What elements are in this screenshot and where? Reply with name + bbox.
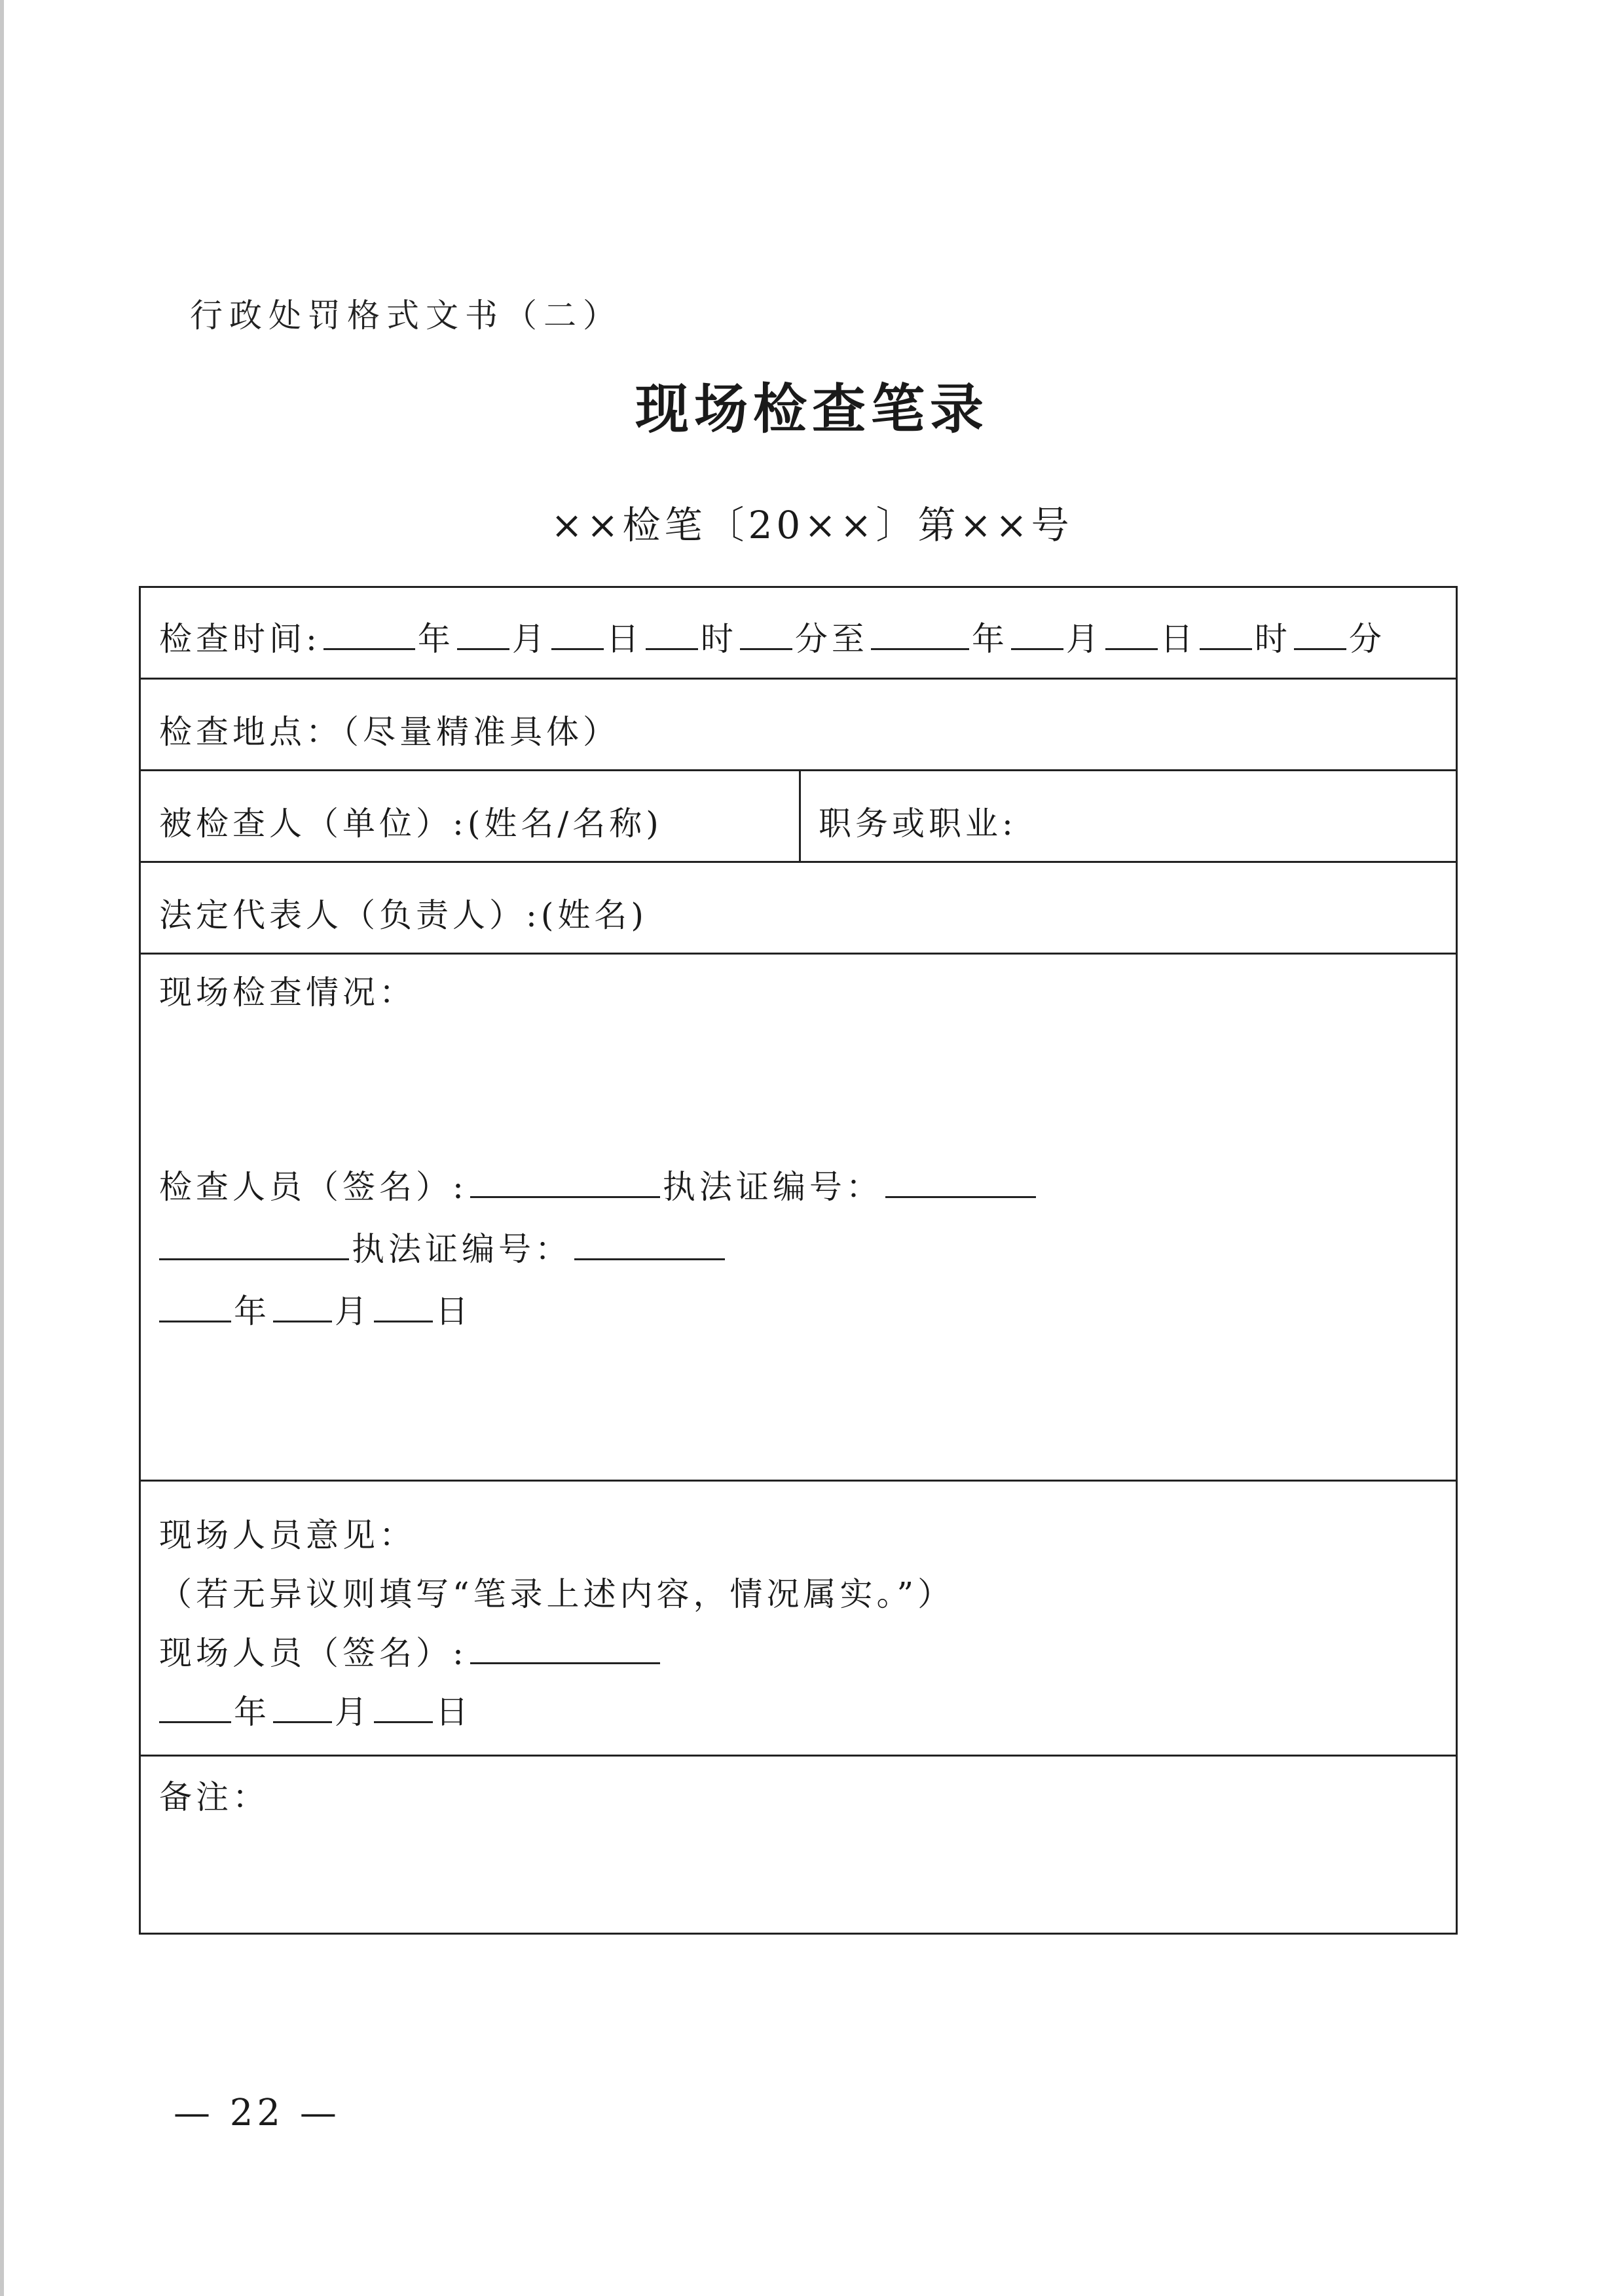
document-category-label: 行政处罚格式文书（二） bbox=[190, 297, 622, 335]
row-inspection-location bbox=[141, 680, 1456, 771]
legal-rep-hint: (姓名) bbox=[540, 896, 648, 934]
cert-no-label-1: 执法证编号： bbox=[662, 1168, 883, 1206]
inspector-signature-field-1[interactable] bbox=[470, 1167, 660, 1198]
cert-no-field-2[interactable] bbox=[574, 1230, 725, 1260]
remarks-label[interactable]: 备注： bbox=[159, 1778, 269, 1816]
start-month-field[interactable] bbox=[457, 619, 509, 650]
year-label: 年 bbox=[417, 620, 454, 658]
position-label: 职务或职业: bbox=[819, 805, 1017, 843]
cert-no-field-1[interactable] bbox=[885, 1167, 1036, 1198]
month-label: 月 bbox=[335, 1292, 371, 1330]
onsite-sign-label: 现场人员（签名）: bbox=[159, 1634, 468, 1672]
month2-label: 月 bbox=[1065, 620, 1103, 658]
hour-label: 时 bbox=[700, 620, 737, 658]
end-hour-field[interactable] bbox=[1200, 619, 1252, 650]
day-label: 日 bbox=[606, 620, 643, 658]
inspection-time-label: 检查时间: bbox=[159, 620, 321, 658]
inspected-party-cell[interactable] bbox=[159, 797, 663, 845]
legal-rep-line[interactable] bbox=[159, 889, 648, 936]
inspection-form-table bbox=[139, 586, 1458, 1935]
onsite-opinion-hint: （若无异议则填写“笔录上述内容，情况属实。”） bbox=[159, 1575, 955, 1613]
inspection-time-line bbox=[159, 613, 1386, 660]
inspector-sign-line-2 bbox=[159, 1223, 728, 1270]
day2-label: 日 bbox=[1160, 620, 1197, 658]
page-title: 现场检查笔录 bbox=[635, 378, 989, 441]
situation-label: 现场检查情况： bbox=[159, 974, 416, 1011]
onsite-month-field[interactable] bbox=[273, 1692, 332, 1723]
month-label: 月 bbox=[511, 620, 549, 658]
inspected-party-label: 被检查人（单位）: bbox=[159, 805, 468, 843]
end-minute-field[interactable] bbox=[1294, 619, 1346, 650]
document-number: ××检笔〔20××〕第××号 bbox=[551, 503, 1073, 547]
onsite-signature-field[interactable] bbox=[470, 1633, 660, 1664]
scan-edge-line bbox=[0, 0, 4, 2296]
inspection-date-line bbox=[159, 1285, 472, 1332]
minute2-label: 分 bbox=[1348, 620, 1386, 658]
location-hint: （尽量精准具体） bbox=[342, 713, 619, 751]
column-divider bbox=[799, 771, 801, 861]
row-onsite-opinion bbox=[141, 1482, 1456, 1757]
row-remarks bbox=[141, 1757, 1456, 1937]
row-legal-representative bbox=[141, 863, 1456, 955]
inspection-year-field[interactable] bbox=[159, 1292, 231, 1322]
location-label: 检查地点： bbox=[159, 713, 342, 751]
start-day-field[interactable] bbox=[551, 619, 604, 650]
onsite-day-field[interactable] bbox=[374, 1692, 433, 1723]
day-label: 日 bbox=[435, 1693, 472, 1731]
position-cell[interactable] bbox=[819, 797, 1017, 845]
onsite-sign-line bbox=[159, 1627, 663, 1674]
start-hour-field[interactable] bbox=[646, 619, 698, 650]
inspector-sign-label: 检查人员（签名）: bbox=[159, 1168, 468, 1206]
row-inspected-party bbox=[141, 771, 1456, 863]
inspection-month-field[interactable] bbox=[273, 1292, 332, 1322]
year-label: 年 bbox=[234, 1292, 270, 1330]
inspection-day-field[interactable] bbox=[374, 1292, 433, 1322]
inspector-signature-field-2[interactable] bbox=[159, 1230, 349, 1260]
row-inspection-situation bbox=[141, 955, 1456, 1482]
legal-rep-label: 法定代表人（负责人）: bbox=[159, 896, 541, 934]
onsite-opinion-label: 现场人员意见： bbox=[159, 1516, 416, 1554]
row-inspection-time bbox=[141, 588, 1456, 680]
hour2-label: 时 bbox=[1254, 620, 1291, 658]
page-number: — 22 — bbox=[174, 2092, 341, 2134]
end-month-field[interactable] bbox=[1011, 619, 1063, 650]
start-minute-field[interactable] bbox=[740, 619, 792, 650]
end-day-field[interactable] bbox=[1105, 619, 1158, 650]
location-line[interactable] bbox=[159, 706, 619, 753]
month-label: 月 bbox=[335, 1693, 371, 1731]
year-label: 年 bbox=[234, 1693, 270, 1731]
end-year-field[interactable] bbox=[871, 619, 969, 650]
year2-label: 年 bbox=[971, 620, 1008, 658]
day-label: 日 bbox=[435, 1292, 472, 1330]
inspected-party-hint: (姓名/名称) bbox=[467, 805, 663, 843]
cert-no-label-2: 执法证编号： bbox=[352, 1230, 572, 1268]
inspector-sign-line bbox=[159, 1161, 1039, 1208]
onsite-year-field[interactable] bbox=[159, 1692, 231, 1723]
onsite-date-line bbox=[159, 1686, 472, 1733]
start-year-field[interactable] bbox=[323, 619, 415, 650]
minute-to-label: 分至 bbox=[794, 620, 868, 658]
